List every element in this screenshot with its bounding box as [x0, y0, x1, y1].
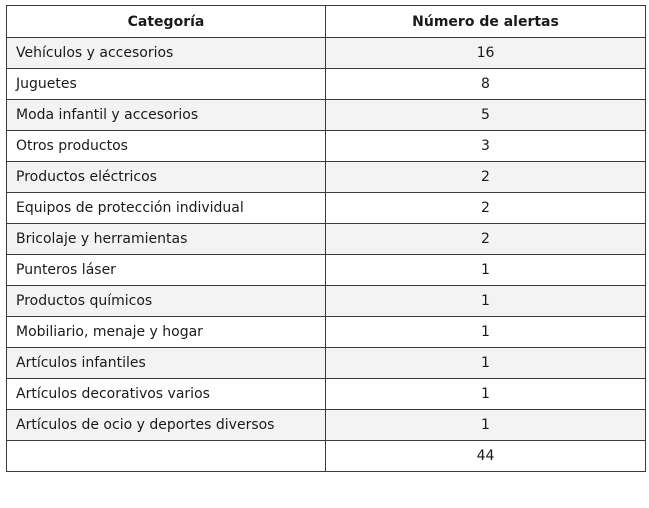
category-cell: Vehículos y accesorios [7, 38, 326, 69]
alerts-cell: 5 [326, 100, 646, 131]
alerts-cell: 8 [326, 69, 646, 100]
table-row [7, 379, 646, 410]
category-cell: Artículos infantiles [7, 348, 326, 379]
header-alerts: Número de alertas [326, 6, 646, 38]
alerts-cell: 2 [326, 224, 646, 255]
alerts-by-category-table [6, 5, 646, 472]
table-row [7, 224, 646, 255]
alerts-cell: 1 [326, 348, 646, 379]
header-category: Categoría [7, 6, 326, 38]
category-cell: Artículos de ocio y deportes diversos [7, 410, 326, 441]
alerts-cell: 1 [326, 255, 646, 286]
alerts-cell: 1 [326, 410, 646, 441]
alerts-cell: 16 [326, 38, 646, 69]
category-cell: Moda infantil y accesorios [7, 100, 326, 131]
alerts-cell: 1 [326, 286, 646, 317]
table-row [7, 255, 646, 286]
table-row [7, 162, 646, 193]
category-cell: Juguetes [7, 69, 326, 100]
table-row [7, 286, 646, 317]
category-cell: Bricolaje y herramientas [7, 224, 326, 255]
category-cell: Mobiliario, menaje y hogar [7, 317, 326, 348]
category-cell: Punteros láser [7, 255, 326, 286]
total-label-cell [7, 441, 326, 472]
total-row [7, 441, 646, 472]
alerts-cell: 2 [326, 193, 646, 224]
alerts-cell: 1 [326, 379, 646, 410]
table-row [7, 38, 646, 69]
alerts-cell: 2 [326, 162, 646, 193]
table-row [7, 69, 646, 100]
table-row [7, 348, 646, 379]
table-header-row [7, 6, 646, 38]
category-cell: Productos eléctricos [7, 162, 326, 193]
table-row [7, 131, 646, 162]
category-cell: Productos químicos [7, 286, 326, 317]
table-row [7, 317, 646, 348]
alerts-table-container [6, 5, 646, 472]
category-cell: Equipos de protección individual [7, 193, 326, 224]
category-cell: Otros productos [7, 131, 326, 162]
table-row [7, 193, 646, 224]
category-cell: Artículos decorativos varios [7, 379, 326, 410]
table-row [7, 100, 646, 131]
alerts-cell: 3 [326, 131, 646, 162]
table-row [7, 410, 646, 441]
alerts-cell: 1 [326, 317, 646, 348]
total-alerts-cell: 44 [326, 441, 646, 472]
